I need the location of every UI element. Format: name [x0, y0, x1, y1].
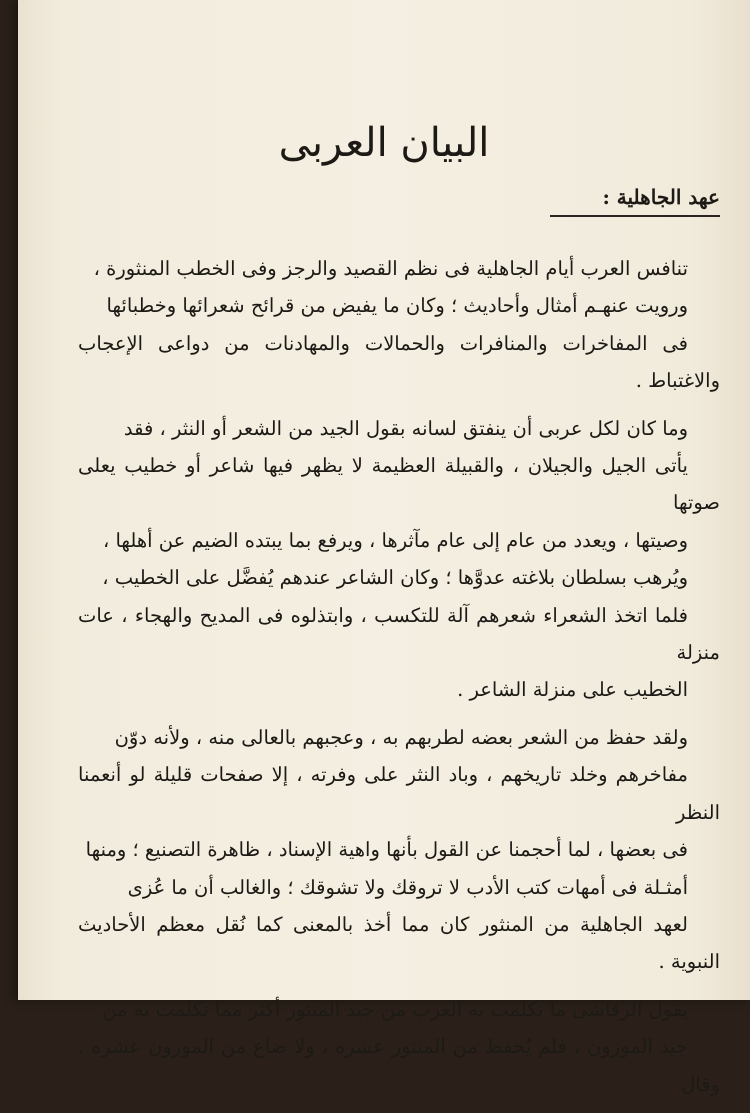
text-line: وصيتها ، ويعدد من عام إلى عام مآثرها ، ويرفع بما يبتده الضيم عن أهلها ،: [103, 528, 688, 552]
text-line: وما كان لكل عربى أن ينفتق لسانه بقول الجيد من الشعر أو النثر ، فقد: [123, 416, 688, 440]
text-line: يقول الرقاشى ما تكلمت به العرب من جيد المنثور أكثر مما تكلمت به من: [102, 997, 688, 1021]
text-line: فى المفاخرات والمنافرات والحمالات والمهادنات من دواعى الإعجاب والاغتباط .: [78, 331, 720, 393]
text-line: فى بعضها ، لما أحجمنا عن القول بأنها واهية الإسناد ، ظاهرة التصنيع ؛ ومنها: [85, 838, 688, 862]
body-text: [78, 250, 720, 1113]
section-heading: عهد الجاهلية :: [602, 185, 720, 209]
text-line: مفاخرهم وخلد تاريخهم ، وباد النثر على وفرته ، إلا صفحات قليلة لو أنعمنا النظر: [78, 763, 720, 824]
text-line: أمثـلة فى أمهات كتب الأدب لا تروقك ولا تشوقك ؛ والغالب أن ما عُزى: [127, 875, 688, 899]
paragraph-1: [78, 250, 720, 400]
section-heading-underline: [550, 185, 720, 217]
book-page: [18, 0, 750, 1096]
text-line: ولقد حفظ من الشعر بعضه لطربهم به ، وعجبهم بالعالى منه ، ولأنه دوّن: [114, 725, 688, 749]
paragraph-2: [78, 410, 720, 709]
text-line: فلما اتخذ الشعراء شعرهم آلة للتكسب ، وابتذلوه فى المديح والهجاء ، عات منزلة: [78, 603, 720, 665]
text-line: الخطيب على منزلة الشاعر .: [457, 678, 688, 702]
text-line: ويُرهب بسلطان بلاغته عدوَّها ؛ وكان الشاعر عندهم يُفضَّل على الخطيب ،: [102, 566, 688, 590]
text-line: ورويت عنهـم أمثال وأحاديث ؛ وكان ما يفيض من قرائح شعرائها وخطبائها: [106, 294, 688, 318]
text-line: لعهد الجاهلية من المنثور كان مما أخذ بالمعنى كما نُقل معظم الأحاديث النبوية .: [78, 912, 720, 974]
paragraph-3: [78, 719, 720, 981]
chapter-title: البيان العربى: [278, 120, 490, 166]
text-line: جيد الموزون ، فلم يُحفظ من المنثور عشره ، ولا ضاع من الموزون عشره . وقال: [78, 1035, 720, 1096]
paragraph-4: [78, 991, 720, 1103]
text-line: يأتى الجيل والجيلان ، والقبيلة العظيمة لا يظهر فيها شاعر أو خطيب يعلى صوتها: [78, 454, 720, 515]
text-line: تنافس العرب أيام الجاهلية فى نظم القصيد والرجز وفى الخطب المنثورة ،: [93, 257, 688, 280]
